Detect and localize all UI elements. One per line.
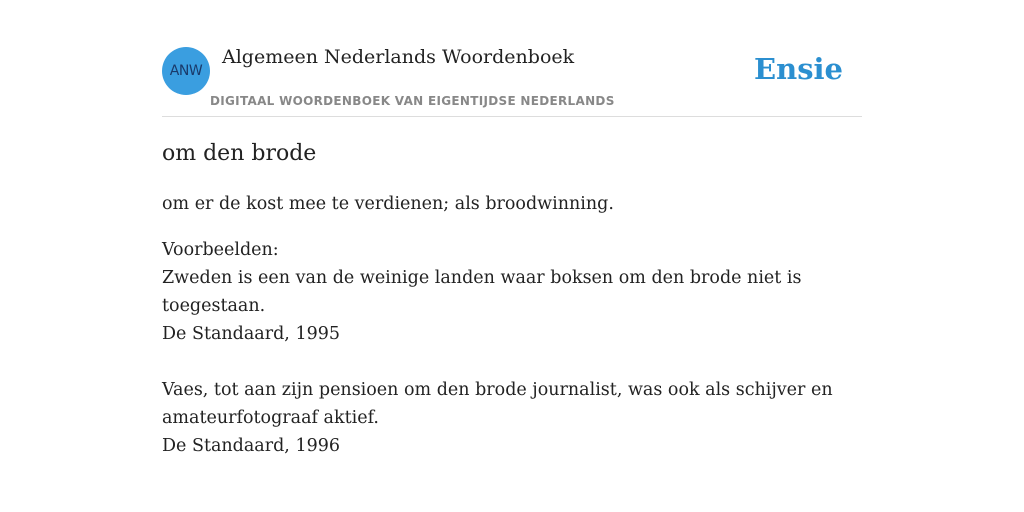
site-title[interactable]: Algemeen Nederlands Woordenboek	[222, 46, 575, 68]
example-text: Zweden is een van de weinige landen waar boksen om den brode niet is toegestaan.	[162, 268, 802, 316]
examples-label: Voorbeelden:	[162, 240, 279, 260]
entry-term: om den brode	[162, 141, 317, 166]
anw-logo[interactable]	[162, 47, 210, 95]
ensie-brand-link[interactable]: Ensie	[754, 52, 843, 86]
example-source: De Standaard, 1996	[162, 436, 340, 456]
example-text: Vaes, tot aan zijn pensioen om den brode journalist, was ook als schijver en amateurfotograaf aktief.	[162, 380, 833, 428]
site-header	[162, 0, 862, 117]
example-item	[162, 376, 862, 460]
entry-content	[162, 138, 862, 460]
examples-list	[162, 264, 862, 460]
logo-text: ANW	[169, 63, 203, 79]
entry-definition: om er de kost mee te verdienen; als broodwinning.	[162, 194, 614, 214]
site-subtitle: DIGITAAL WOORDENBOEK VAN EIGENTIJDSE NEDERLANDS	[210, 94, 615, 108]
example-source: De Standaard, 1995	[162, 324, 340, 344]
example-item	[162, 264, 862, 348]
